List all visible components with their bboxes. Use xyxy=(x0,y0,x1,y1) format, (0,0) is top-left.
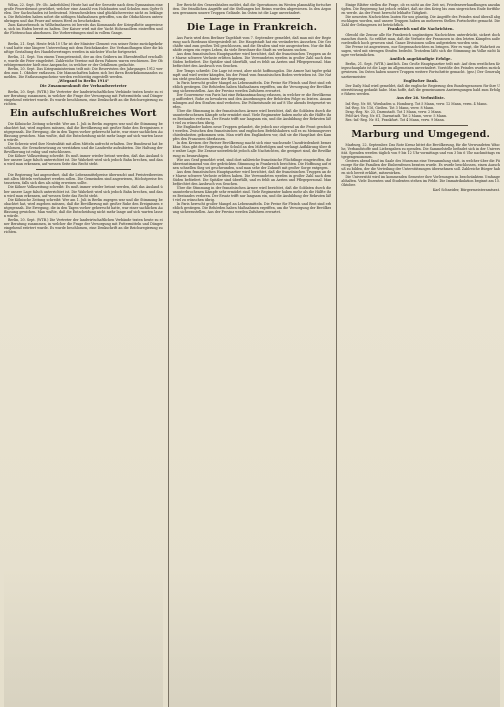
article-paragraph: Der Daily Mail wird gemeldet, daß die englische Regierung den Bundesgenossen für ihre Unterstützung gedankt habe. Man hoffe, daß die gemeinsamen Anstrengungen bald zum Erfolge führen werden. xyxy=(341,83,501,97)
signature-line: Karl Schneider, Bürgermeisteramtsrat. xyxy=(432,188,501,193)
article-paragraph: Die Regierung hat angeordnet, daß die Lebensmittelpreise überwacht und Preistreibereien mit allen Mitteln verhindert werden sollen. Die Gemeinden sind angewiesen, Höchstpreise festzusetzen, falls sich dies als nötig erweisen sollte. xyxy=(4,173,163,186)
divider xyxy=(173,17,332,20)
article-paragraph: Wilna, 22. Sept. (Pr. Ob. Anbefohlen) Heute hat auf der Seeseite nach dem Gymnasium eine große Feuersbrunst gewüthet, welcher eine Anzahl von Holzbauten und Schulen zum Opfer fielen. Der Sachschaden ist bedeutend. Menschenleben sind glücklicherweise nicht zu beklagen. Die Behörden haben sofort die nöthigen Maßnahmen getroffen, um die Obdachlosen unterzubringen und das Feuer auf seinen Herd zu beschränken. xyxy=(4,3,163,24)
column-middle xyxy=(168,3,332,707)
article-paragraph: Der Gouverneur von Paris hat eine Bekanntmachung erlassen, in welcher er die Bevölkerung auffordert, Ruhe zu bewahren und den Anordnungen der Behörden Folge zu leisten. Ansammlungen auf den Straßen sind verboten. Die Polizeistunde ist auf 8 Uhr abends festgesetzt worden. xyxy=(172,92,332,109)
article-headline: Die Lage in Frankreich. xyxy=(186,22,318,34)
article-paragraph: Die Engländer haben neue Truppen gelandet, die jedoch nur zögernd an die Front geschickt werden. Zwischen den französischen und englischen Befehlshabern soll es zu Meinungsverschiedenheiten gekommen sein. Man wirft den Engländern vor, daß sie die Hauptlast des Kampfes den Franzosen überlassen. xyxy=(172,125,332,142)
article-paragraph: Die Kölner Volkszeitung schreibt: Es muß immer wieder betont werden, daß das Ausland über unsere Lage falsch unterrichtet ist. Die Wahrheit wird sich jedoch Bahn brechen, und dann wird man erkennen, auf wessen Seite das Recht steht. xyxy=(4,185,163,198)
list-item: Drag.-Reg. Nr. 23, Darmstadt. Tot 1 Mann, verw. 2 Mann. xyxy=(345,109,442,114)
article-paragraph: Aus dem französischen Hauptquartier wird berichtet, daß die französischen Truppen an der Marne schwere Verluste erlitten haben. Die Verwundeten werden in großer Zahl nach dem Süden befördert. Die Spitäler sind überfüllt, und es fehlt an Ärzten und Pflegepersonal. Man befürchtet den Ausbruch von Seuchen. xyxy=(172,169,332,186)
article-paragraph: Aus Paris wird dem Berliner Tageblatt vom 7. September gemeldet, daß man mit der Regierung nach Bordeaux übergesiedelt ist. Die Hauptstadt hat ein verändertes Aussehen. Die Geschäfte sind zum großen Teil geschlossen, und die Straßen sind wie ausgestorben. Nur die Bahnhöfe zeigen ein reges Leben, da viele Bewohner die Stadt zu verlassen suchen. xyxy=(172,36,332,53)
article-paragraph: Berlin, 21. Sept. Von einem Trompetenstoß, der an den Gräbern im Ehrenfriedhof erschallte, wurde die Feier eingeleitet. Zahlreiche Vereine mit ihren Fahnen waren erschienen. Der Oberbürgermeister hielt eine Ansprache, in welcher er der Gefallenen gedachte. xyxy=(4,54,163,67)
list-item: Res.-Inf.-Reg. Nr. 81, Frankfurt. Tot 4 Mann, verw. 9 Mann. xyxy=(345,117,445,122)
column-left xyxy=(4,3,163,707)
article-paragraph: Berlin, 21. Sept. (WTB.) Amtlich. Das Große Hauptquartier teilt mit: Auf dem westlichen Kriegsschauplatz ist die Lage im allgemeinen unverändert. Vorstöße des Feindes wurden zurückgewiesen. Im Osten haben unsere Truppen weitere Fortschritte gemacht. (gez.) Der Generalquartiermeister. xyxy=(341,62,501,79)
page-fold-shading xyxy=(4,565,163,707)
article-paragraph: Die Kölner Volkszeitung schreibt: Es muß immer wieder betont werden, daß das Ausland über unsere Lage falsch unterrichtet ist. Die Wahrheit wird sich jedoch Bahn brechen, und dann wird man erkennen, auf wessen Seite das Recht steht. xyxy=(4,154,163,167)
article-paragraph: Wie aus Genf gemeldet wird, sind dort zahlreiche französische Flüchtlinge eingetroffen, die übereinstimmend von der gedrückten Stimmung in Frankreich berichten. Die Hoffnung auf einen schnellen Sieg sei geschwunden, und man sehe der Zukunft mit großer Sorge entgegen. xyxy=(172,157,332,170)
article-paragraph: Aus dem französischen Hauptquartier wird berichtet, daß die französischen Truppen an der Marne schwere Verluste erlitten haben. Die Verwundeten werden in großer Zahl nach dem Süden befördert. Die Spitäler sind überfüllt, und es fehlt an Ärzten und Pflegepersonal. Man befürchtet den Ausbruch von Seuchen. xyxy=(172,52,332,69)
article-paragraph: Der Bericht des Generalstabes meldet, daß die Operationen im Westen planmäßig fortschreiten. Die feindlichen Angriffe auf die Stellungen bei Reims wurden abgewiesen. In den Argonnen gewannen unsere Truppen Gelände. Im Osten ist die Lage unverändert. xyxy=(172,3,332,16)
newspaper-columns xyxy=(4,3,500,707)
casualty-list xyxy=(341,102,500,122)
article-paragraph: Über die Stimmung in der französischen Armee wird berichtet, daß die Soldaten durch die ununterbrochenen Kämpfe sehr ermüdet sind. Viele Regimenter haben mehr als die Hälfte ihres Bestandes verloren. Der Ersatz trifft nur langsam ein, und die Ausbildung der Rekruten läßt viel zu wünschen übrig. xyxy=(172,185,332,203)
article-subheading: Amtlich angekündigte Erfolge. xyxy=(389,56,452,61)
article-paragraph: Einige Blätter stellen die Frage, ob es nicht an der Zeit sei, Friedensverhandlungen anzuknüpfen. Die Regierung hat jedoch erklärt, daß sie den Krieg bis zum siegreichen Ende fortführen werde. An der Front herrscht lebhafte Tätigkeit. xyxy=(341,3,501,16)
article-subheading: Die Zusammenkunft der Verbandsvertreter xyxy=(39,84,127,89)
article-paragraph: Obwohl die Zensur alle für Frankreich ungünstigen Nachrichten unterdrückt, sickert doch manches durch. So erfährt man, daß die Verluste der Franzosen in den letzten Kämpfen außerordentlich hoch gewesen sind. Ganze Divisionen sollen aufgerieben worden sein. xyxy=(341,32,501,45)
article-paragraph: Zum Kaiserbesuch in Wilhelmshaven ist bereits das Kommando der Kriegsflotte angewiesen, sich im Hafen bereit zu halten. Der Kaiser wird mit der Yacht Hohenzollern eintreffen und die Flottenschau abnehmen. Die Vorbereitungen sind in vollem Gange. xyxy=(4,23,163,36)
article-headline: Ein aufschlußreiches Wort xyxy=(10,107,157,119)
article-paragraph: Die Schweiz wird ihre Neutralität mit allen Mitteln aufrecht erhalten. Der Bundesrat hat beschlossen, die Grenzbesetzung zu verstärken und die Landwehr aufzubieten. Die Haltung der Bevölkerung ist ruhig und entschlossen. xyxy=(4,142,163,155)
article-paragraph: Der Temps schreibt: Die Lage ist ernst, aber nicht hoffnungslos. Die Armee hat tapfer gekämpft und wird weiter kämpfen, bis der Feind vom französischen Boden vertrieben ist. Die Nation steht geschlossen hinter der Regierung. xyxy=(172,68,332,81)
article-paragraph: Die neuesten Nachrichten lauten für uns günstig. Die Angriffe des Feindes sind überall abgeschlagen worden, und unsere Truppen haben an mehreren Stellen Fortschritte gemacht. Die Zahl der Gefangenen ist beträchtlich. xyxy=(341,15,501,28)
article-paragraph: Berlin, 20. Sept. (WTB.) Die Vertreter der landwirtschaftlichen Verbände traten heute zu einer Beratung zusammen, in welcher die Frage der Versorgung mit Futtermitteln und Dünger eingehend erörtert wurde. Es wurde beschlossen, eine Denkschrift an die Reichsregierung zu richten. xyxy=(4,89,163,106)
column-right xyxy=(336,3,500,707)
article-paragraph: Die Universität wird im kommenden Semester ihre Vorlesungen in beschränktem Umfange abhalten. Viele Dozenten und Studenten stehen im Felde. Die Immatrikulation beginnt am 15. Oktober. xyxy=(341,175,501,188)
page-fold-shading xyxy=(169,565,332,707)
article-paragraph: In den Kreisen der Pariser Bevölkerung macht sich eine wachsende Unzufriedenheit bemerkbar. Man gibt der Regierung die Schuld an den Mißerfolgen und verlangt Aufklärung über die wahre Lage. Die Zensur unterdrückt jedoch alle Nachrichten, die geeignet sind, die Bevölkerung zu beunruhigen. xyxy=(172,141,332,158)
article-paragraph: Die Presse ist angewiesen, nur Siegesnachrichten zu bringen. Wer es wagt, die Wahrheit zu sagen, wird mit strengen Strafen bedroht. Trotzdem läßt sich die Stimmung im Volke nicht länger verheimlichen. xyxy=(341,44,501,57)
article-paragraph: Über die Stimmung in der französischen Armee wird berichtet, daß die Soldaten durch die ununterbrochenen Kämpfe sehr ermüdet sind. Viele Regimenter haben mehr als die Hälfte ihres Bestandes verloren. Der Ersatz trifft nur langsam ein, und die Ausbildung der Rekruten läßt viel zu wünschen übrig. xyxy=(172,108,332,126)
article-paragraph: In Paris herrscht großer Mangel an Lebensmitteln. Die Preise für Fleisch und Brot sind erheblich gestiegen. Die Behörden haben Maßnahmen ergriffen, um die Versorgung der Bevölkerung sicherzustellen. Aus der Provinz werden Zufuhren erwartet. xyxy=(172,80,332,93)
article-subheading: Englischer Dank. xyxy=(403,78,438,83)
page-fold-shading xyxy=(337,565,500,707)
article-paragraph: Die Kölnische Zeitung schreibt: Wer am 1. Juli in Berlin zugegen war und die Stimmung beobachtet hat, wird zugeben müssen, daß die Bevölkerung mit großer Ruhe den Ereignissen entgegensah. Die Erregung, die in den Tagen vorher geherrscht hatte, war einer sachlichen Auffassung gewichen. Man wußte, daß die Entscheidung nicht mehr lange auf sich warten lassen würde. xyxy=(4,121,163,142)
article-paragraph: In Paris herrscht großer Mangel an Lebensmitteln. Die Preise für Fleisch und Brot sind erheblich gestiegen. Die Behörden haben Maßnahmen ergriffen, um die Versorgung der Bevölkerung sicherzustellen. Aus der Provinz werden Zufuhren erwartet. xyxy=(172,202,332,215)
divider xyxy=(4,37,163,40)
divider xyxy=(341,124,500,127)
article-subheading: Aus der 26. Verlustliste. xyxy=(396,96,445,101)
article-paragraph: Gestern abend fand im Saale des Museums eine Versammlung statt, in welcher über die Fürsorge für die Familien der Einberufenen beraten wurde. Es wurde beschlossen, einen Ausschuß zu bilden, der die Verteilung der Unterstützungen übernehmen soll. Zahlreiche Bürger haben sich bereit erklärt, mitzuwirken. xyxy=(341,158,501,176)
divider xyxy=(4,168,163,171)
list-item: Feld-Art.-Reg. Nr. 61, Darmstadt. Tot 2 Mann, verw. 5 Mann. xyxy=(345,113,448,118)
section-headline: Marburg und Umgegend. xyxy=(351,128,491,140)
list-item: Inf.-Reg. Nr. 116, Gießen. Tot 3 Mann, verw. 8 Mann. xyxy=(345,105,435,110)
article-paragraph: Die Kölnische Zeitung schreibt: Wer am 1. Juli in Berlin zugegen war und die Stimmung beobachtet hat, wird zugeben müssen, daß die Bevölkerung mit großer Ruhe den Ereignissen entgegensah. Die Erregung, die in den Tagen vorher geherrscht hatte, war einer sachlichen Auffassung gewichen. Man wußte, daß die Entscheidung nicht mehr lange auf sich warten lassen würde. xyxy=(4,197,163,218)
article-paragraph: Marburg, 22. September. Das Rote Kreuz bittet die Bevölkerung, für die Verwundeten Wäsche, Verbandstoffe und Liebesgaben zu spenden. Die Sammelstelle befindet sich in der Universität. Spenden werden täglich von 9 bis 12 Uhr vormittags und von 3 bis 6 Uhr nachmittags entgegengenommen. xyxy=(341,142,501,159)
article-paragraph: Berlin, 20. Sept. Das Kriegsministerium teilt mit: Die Reservisten des Jahrganges 1912 werden zum 1. Oktober entlassen. Die Mannschaften haben sich bei ihren Bezirkskommandos zu melden. Die Entlassungsscheine werden rechtzeitig zugestellt werden. xyxy=(4,66,163,79)
quoted-title: „Wiegand in Berlin 1914" xyxy=(57,78,110,83)
article-paragraph: Berlin, 21. Sept. Heute früh 10 Uhr ist der Minister Clement von seiner Reise zurückgekehrt und hatte eine längere Unterredung mit dem Reichskanzler. Die Verhandlungen über die künftige Gestaltung des Handelsvertrages werden in nächster Woche fortgesetzt. xyxy=(4,42,163,55)
article-paragraph: Berlin, 20. Sept. (WTB.) Die Vertreter der landwirtschaftlichen Verbände traten heute zu einer Beratung zusammen, in welcher die Frage der Versorgung mit Futtermitteln und Dünger eingehend erörtert wurde. Es wurde beschlossen, eine Denkschrift an die Reichsregierung zu richten. xyxy=(4,217,163,234)
article-subheading: Frankreich und die Nachrichten. xyxy=(387,27,454,32)
list-item: Inf.-Reg. Nr. 80, Wiesbaden u. Homburg. Tot 5 Mann, verw. 12 Mann, verm. 4 Mann. xyxy=(345,101,488,106)
